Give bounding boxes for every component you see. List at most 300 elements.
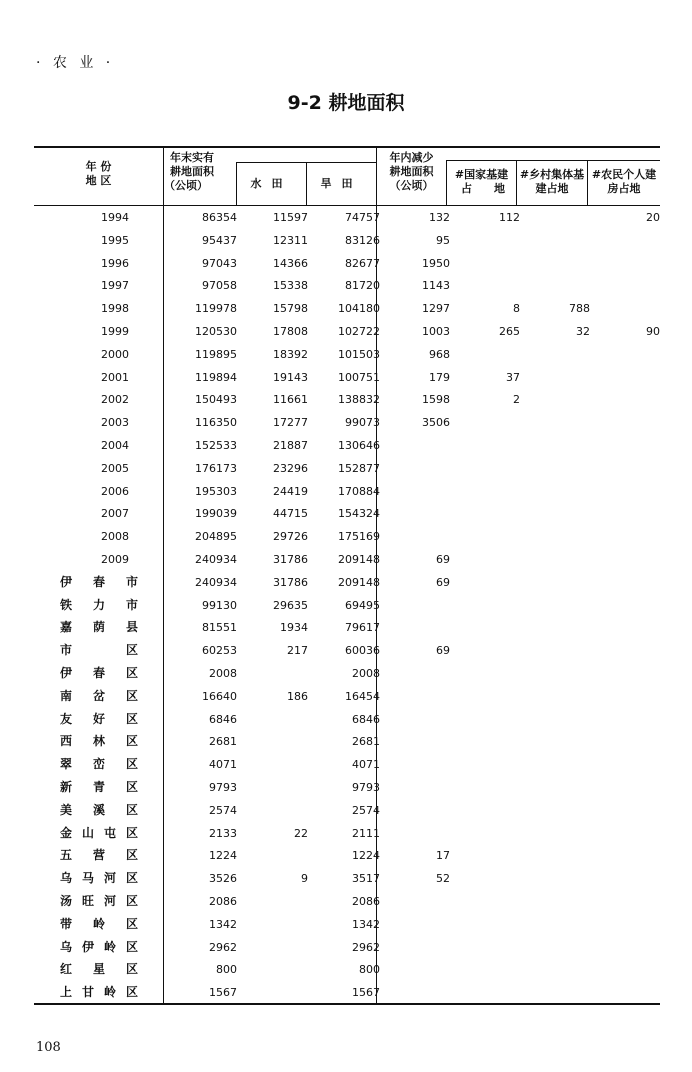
- cell-decrease: [386, 594, 450, 617]
- cell-paddy: 14366: [273, 256, 308, 270]
- cell-collective: [524, 799, 590, 822]
- cell-dry: 1224: [352, 849, 380, 863]
- cell-paddy: 9: [301, 872, 308, 886]
- cell-collective: [524, 981, 590, 1004]
- cell-dry: 6846: [352, 712, 380, 726]
- cell-total: 2574: [209, 803, 237, 817]
- cell-paddy: [246, 776, 308, 799]
- cell-collective: [524, 411, 590, 434]
- cell-state: [454, 571, 520, 594]
- cell-dry: 16454: [345, 689, 380, 703]
- cell-farmer: 90: [646, 325, 660, 338]
- cell-name: 五营区: [60, 848, 138, 863]
- cell-decrease: 69: [436, 553, 450, 566]
- cell-farmer: [594, 913, 660, 936]
- cell-total: 3526: [209, 872, 237, 886]
- table-row: [34, 366, 660, 389]
- cell-collective: [524, 776, 590, 799]
- cell-decrease: [386, 502, 450, 525]
- table-row: [34, 229, 660, 252]
- table-row: [34, 594, 660, 617]
- cell-farmer: [594, 457, 660, 480]
- cell-paddy: 17277: [273, 416, 308, 430]
- table-row: [34, 981, 660, 1004]
- cell-state: [454, 639, 520, 662]
- cell-state: 265: [499, 325, 520, 338]
- cell-farmer: [594, 730, 660, 753]
- cell-name: 金山屯区: [60, 825, 138, 840]
- page-title: 9-2 耕地面积: [287, 92, 405, 114]
- cell-farmer: [594, 753, 660, 776]
- cell-name: 铁力市: [60, 597, 138, 612]
- cell-state: [454, 958, 520, 981]
- cell-collective: [524, 548, 590, 571]
- cell-total: 240934: [195, 575, 237, 589]
- cell-collective: [524, 639, 590, 662]
- cell-dry: 81720: [345, 279, 380, 293]
- table-row: [34, 457, 660, 480]
- cell-collective: [524, 343, 590, 366]
- cell-decrease: 1003: [422, 325, 450, 338]
- section-label: · 农 业 ·: [36, 55, 115, 71]
- table-row: [34, 411, 660, 434]
- cell-decrease: [386, 616, 450, 639]
- header-decrease: 年内减少 耕地面积 （公顷）: [389, 151, 434, 192]
- header-dry: 旱田: [320, 177, 363, 190]
- cell-collective: [524, 822, 590, 845]
- cell-paddy: 11661: [273, 393, 308, 407]
- cell-total: 81551: [202, 621, 237, 635]
- cell-farmer: [594, 525, 660, 548]
- cell-paddy: [246, 936, 308, 959]
- table-row: [34, 936, 660, 959]
- table-row: [34, 502, 660, 525]
- cell-dry: 100751: [338, 370, 380, 384]
- cell-decrease: [386, 913, 450, 936]
- cell-paddy: [246, 958, 308, 981]
- cell-name: 友好区: [60, 711, 138, 726]
- cell-state: [454, 548, 520, 571]
- cell-state: 2: [513, 393, 520, 407]
- table-row: [34, 799, 660, 822]
- cell-paddy: [246, 913, 308, 936]
- cell-decrease: 95: [436, 233, 450, 247]
- cell-dry: 130646: [338, 439, 380, 452]
- cell-farmer: [594, 958, 660, 981]
- cell-paddy: 12311: [273, 233, 308, 247]
- table-row: [34, 525, 660, 548]
- table-row: [34, 685, 660, 708]
- cell-decrease: [386, 457, 450, 480]
- cell-name: 市区: [60, 643, 138, 658]
- cell-farmer: [594, 616, 660, 639]
- cell-state: [454, 776, 520, 799]
- cell-paddy: [246, 730, 308, 753]
- cell-state: [454, 525, 520, 548]
- cell-paddy: 29726: [273, 530, 308, 544]
- table-row: [34, 867, 660, 890]
- cell-state: [454, 662, 520, 685]
- cell-paddy: 15338: [273, 279, 308, 293]
- cell-decrease: [386, 685, 450, 708]
- cell-decrease: [386, 730, 450, 753]
- cell-name: 美溪区: [60, 802, 138, 817]
- cell-state: [454, 844, 520, 867]
- table-row: [34, 434, 660, 457]
- cell-decrease: 1297: [422, 302, 450, 316]
- cell-farmer: [594, 776, 660, 799]
- cell-state: [454, 457, 520, 480]
- cell-decrease: 3506: [422, 416, 450, 430]
- table-row: [34, 616, 660, 639]
- table-row: [34, 776, 660, 799]
- cell-paddy: [246, 662, 308, 685]
- cell-paddy: 31786: [273, 575, 308, 589]
- cell-state: 37: [506, 370, 520, 384]
- cell-farmer: [594, 252, 660, 275]
- cell-name: 1998: [101, 302, 129, 316]
- cell-paddy: 217: [287, 644, 308, 658]
- table-row: [34, 913, 660, 936]
- cell-total: 6846: [209, 712, 237, 726]
- cell-farmer: [594, 822, 660, 845]
- cell-paddy: 18392: [273, 347, 308, 361]
- cell-total: 99130: [202, 598, 237, 612]
- cell-name: 2004: [101, 439, 129, 452]
- cell-paddy: 21887: [273, 439, 308, 452]
- cell-state: [454, 890, 520, 913]
- cell-name: 2001: [101, 370, 129, 384]
- cell-dry: 69495: [345, 598, 380, 612]
- cell-paddy: 1934: [280, 621, 308, 635]
- table-row: [34, 206, 660, 229]
- cell-dry: 74757: [345, 211, 380, 224]
- table-row: [34, 822, 660, 845]
- cell-name: 西林区: [60, 734, 138, 749]
- cell-name: 1995: [101, 233, 129, 247]
- cell-total: 119894: [195, 370, 237, 384]
- cell-decrease: [386, 753, 450, 776]
- cell-collective: [524, 867, 590, 890]
- cell-dry: 175169: [338, 530, 380, 544]
- cell-dry: 102722: [338, 325, 380, 338]
- cell-decrease: [386, 480, 450, 503]
- cell-dry: 101503: [338, 347, 380, 361]
- cell-farmer: [594, 297, 660, 320]
- cell-state: [454, 867, 520, 890]
- cell-dry: 138832: [338, 393, 380, 407]
- cell-name: 1997: [101, 279, 129, 293]
- cell-paddy: 23296: [273, 461, 308, 475]
- cell-decrease: 179: [429, 370, 450, 384]
- cell-total: 86354: [202, 211, 237, 224]
- cell-dry: 170884: [338, 484, 380, 498]
- cell-dry: 209148: [338, 553, 380, 566]
- cell-total: 60253: [202, 644, 237, 658]
- cell-collective: [524, 708, 590, 731]
- cell-paddy: [246, 890, 308, 913]
- cell-dry: 209148: [338, 575, 380, 589]
- table-row: [34, 252, 660, 275]
- cell-state: [454, 274, 520, 297]
- cell-collective: [524, 936, 590, 959]
- table-row: [34, 753, 660, 776]
- cell-name: 新青区: [60, 780, 138, 794]
- cell-collective: [524, 366, 590, 389]
- cell-decrease: 69: [436, 644, 450, 658]
- cell-dry: 2111: [352, 826, 380, 840]
- cell-total: 2133: [209, 826, 237, 840]
- cell-total: 1342: [209, 917, 237, 931]
- cell-name: 伊春区: [60, 666, 138, 680]
- cell-collective: [524, 252, 590, 275]
- cell-collective: [524, 206, 590, 229]
- cell-state: [454, 822, 520, 845]
- cell-farmer: [594, 844, 660, 867]
- cell-dry: 2681: [352, 735, 380, 749]
- table-row: [34, 890, 660, 913]
- cell-total: 2681: [209, 735, 237, 749]
- cell-state: [454, 913, 520, 936]
- cell-farmer: [594, 594, 660, 617]
- cell-paddy: 11597: [273, 211, 308, 224]
- page-number: 108: [36, 1040, 61, 1055]
- header-paddy: 水田: [250, 177, 293, 190]
- table-row: [34, 388, 660, 411]
- cell-dry: 82677: [345, 256, 380, 270]
- cell-decrease: 1598: [422, 393, 450, 407]
- cell-farmer: [594, 388, 660, 411]
- cell-state: 8: [513, 302, 520, 316]
- cell-collective: [524, 913, 590, 936]
- table-row: [34, 958, 660, 981]
- cell-paddy: 15798: [273, 302, 308, 316]
- cell-dry: 83126: [345, 233, 380, 247]
- cell-dry: 154324: [338, 507, 380, 521]
- cell-dry: 9793: [352, 781, 380, 794]
- cell-state: [454, 434, 520, 457]
- cell-farmer: [594, 480, 660, 503]
- cell-total: 240934: [195, 553, 237, 566]
- cell-name: 嘉荫县: [60, 620, 138, 635]
- cell-decrease: [386, 981, 450, 1004]
- cell-total: 4071: [209, 758, 237, 772]
- cell-decrease: 69: [436, 575, 450, 589]
- cell-state: [454, 708, 520, 731]
- cell-total: 1567: [209, 986, 237, 1000]
- cell-name: 南岔区: [60, 688, 138, 703]
- cell-paddy: [246, 981, 308, 1004]
- header-total: 年末实有 耕地面积 （公顷）: [164, 151, 214, 192]
- cell-state: [454, 616, 520, 639]
- cell-decrease: [386, 525, 450, 548]
- cell-dry: 79617: [345, 621, 380, 635]
- cell-name: 汤旺河区: [60, 894, 138, 908]
- cell-farmer: [594, 685, 660, 708]
- cell-state: [454, 502, 520, 525]
- cell-collective: [524, 525, 590, 548]
- cell-dry: 800: [359, 963, 380, 977]
- cell-paddy: [246, 799, 308, 822]
- cell-farmer: [594, 229, 660, 252]
- header-sub-rule-right: [446, 160, 660, 161]
- cell-name: 1994: [101, 211, 129, 224]
- cell-state: 112: [499, 211, 520, 224]
- cell-decrease: [386, 662, 450, 685]
- cell-name: 2005: [101, 461, 129, 475]
- cell-paddy: 29635: [273, 598, 308, 612]
- cell-total: 2962: [209, 940, 237, 954]
- cell-farmer: [594, 434, 660, 457]
- table-row: [34, 343, 660, 366]
- cell-state: [454, 252, 520, 275]
- cell-name: 乌伊岭区: [60, 939, 138, 954]
- cell-state: [454, 685, 520, 708]
- cell-collective: [524, 594, 590, 617]
- cell-farmer: [594, 981, 660, 1004]
- cell-total: 150493: [195, 393, 237, 407]
- cell-dry: 104180: [338, 302, 380, 316]
- cell-dry: 2008: [352, 667, 380, 680]
- cell-decrease: 52: [436, 872, 450, 886]
- cell-name: 2002: [101, 393, 129, 407]
- cell-total: 16640: [202, 689, 237, 703]
- cell-decrease: 17: [436, 849, 450, 863]
- cell-state: [454, 229, 520, 252]
- cell-decrease: [386, 890, 450, 913]
- cell-paddy: 44715: [273, 507, 308, 521]
- cell-collective: 32: [576, 325, 590, 338]
- cell-name: 1999: [101, 325, 129, 338]
- cell-collective: [524, 753, 590, 776]
- cell-dry: 2962: [352, 940, 380, 954]
- cell-farmer: [594, 502, 660, 525]
- cell-collective: [524, 571, 590, 594]
- cell-collective: [524, 730, 590, 753]
- cell-total: 152533: [195, 439, 237, 452]
- cell-collective: [524, 616, 590, 639]
- cell-paddy: [246, 753, 308, 776]
- cell-name: 带岭区: [60, 916, 138, 931]
- cell-dry: 1567: [352, 986, 380, 1000]
- cell-dry: 1342: [352, 917, 380, 931]
- cell-collective: [524, 434, 590, 457]
- cell-dry: 2574: [352, 803, 380, 817]
- cell-name: 2003: [101, 416, 129, 430]
- cell-farmer: [594, 366, 660, 389]
- cell-total: 9793: [209, 781, 237, 794]
- cell-farmer: [594, 867, 660, 890]
- cell-state: [454, 411, 520, 434]
- cell-name: 2000: [101, 347, 129, 361]
- table-row: [34, 708, 660, 731]
- cell-collective: 788: [569, 302, 590, 316]
- cell-name: 乌马河区: [60, 871, 138, 886]
- cell-dry: 60036: [345, 644, 380, 658]
- cell-total: 97058: [202, 279, 237, 293]
- cell-total: 116350: [195, 416, 237, 430]
- cell-decrease: [386, 708, 450, 731]
- cell-collective: [524, 890, 590, 913]
- cell-dry: 99073: [345, 416, 380, 430]
- header-collective: #乡村集体基 建占地: [519, 168, 585, 195]
- cell-farmer: [594, 639, 660, 662]
- table-row: [34, 480, 660, 503]
- cell-name: 2007: [101, 507, 129, 521]
- cell-name: 2009: [101, 553, 129, 566]
- cell-paddy: 19143: [273, 370, 308, 384]
- cell-total: 119978: [195, 302, 237, 316]
- cell-decrease: 132: [429, 211, 450, 224]
- table-row: [34, 639, 660, 662]
- cell-state: [454, 480, 520, 503]
- cell-name: 上甘岭区: [60, 985, 138, 1000]
- cell-total: 199039: [195, 507, 237, 521]
- cell-state: [454, 981, 520, 1004]
- cell-decrease: [386, 776, 450, 799]
- table-row: [34, 548, 660, 571]
- cell-farmer: [594, 343, 660, 366]
- cell-decrease: 968: [429, 347, 450, 361]
- cell-decrease: [386, 799, 450, 822]
- header-state: #国家基建 占地: [454, 168, 527, 195]
- cell-total: 119895: [195, 347, 237, 361]
- cell-name: 红星区: [60, 962, 138, 977]
- table-row: [34, 662, 660, 685]
- cell-collective: [524, 388, 590, 411]
- cell-farmer: [594, 662, 660, 685]
- cell-name: 2008: [101, 530, 129, 544]
- cell-farmer: 20: [646, 211, 660, 224]
- table-row: [34, 320, 660, 343]
- cell-state: [454, 594, 520, 617]
- cell-farmer: [594, 936, 660, 959]
- cell-paddy: 24419: [273, 484, 308, 498]
- cell-state: [454, 936, 520, 959]
- cell-name: 翠峦区: [60, 757, 138, 772]
- table-row: [34, 297, 660, 320]
- cell-farmer: [594, 274, 660, 297]
- cell-decrease: [386, 434, 450, 457]
- cell-name: 2006: [101, 484, 129, 498]
- cell-total: 2008: [209, 667, 237, 680]
- cell-collective: [524, 457, 590, 480]
- table-row: [34, 730, 660, 753]
- table-top-rule: [34, 146, 660, 148]
- cell-dry: 2086: [352, 895, 380, 908]
- cell-farmer: [594, 708, 660, 731]
- cell-decrease: [386, 822, 450, 845]
- cell-state: [454, 343, 520, 366]
- cell-collective: [524, 958, 590, 981]
- cell-collective: [524, 274, 590, 297]
- cell-farmer: [594, 411, 660, 434]
- cell-state: [454, 730, 520, 753]
- cell-farmer: [594, 799, 660, 822]
- cell-total: 120530: [195, 325, 237, 338]
- cell-name: 1996: [101, 256, 129, 270]
- table-row: [34, 571, 660, 594]
- cell-paddy: 31786: [273, 553, 308, 566]
- cell-farmer: [594, 890, 660, 913]
- cell-total: 204895: [195, 530, 237, 544]
- cell-paddy: 186: [287, 689, 308, 703]
- cell-paddy: 22: [294, 826, 308, 840]
- cell-farmer: [594, 548, 660, 571]
- cell-dry: 152877: [338, 461, 380, 475]
- cell-total: 2086: [209, 895, 237, 908]
- cell-total: 97043: [202, 256, 237, 270]
